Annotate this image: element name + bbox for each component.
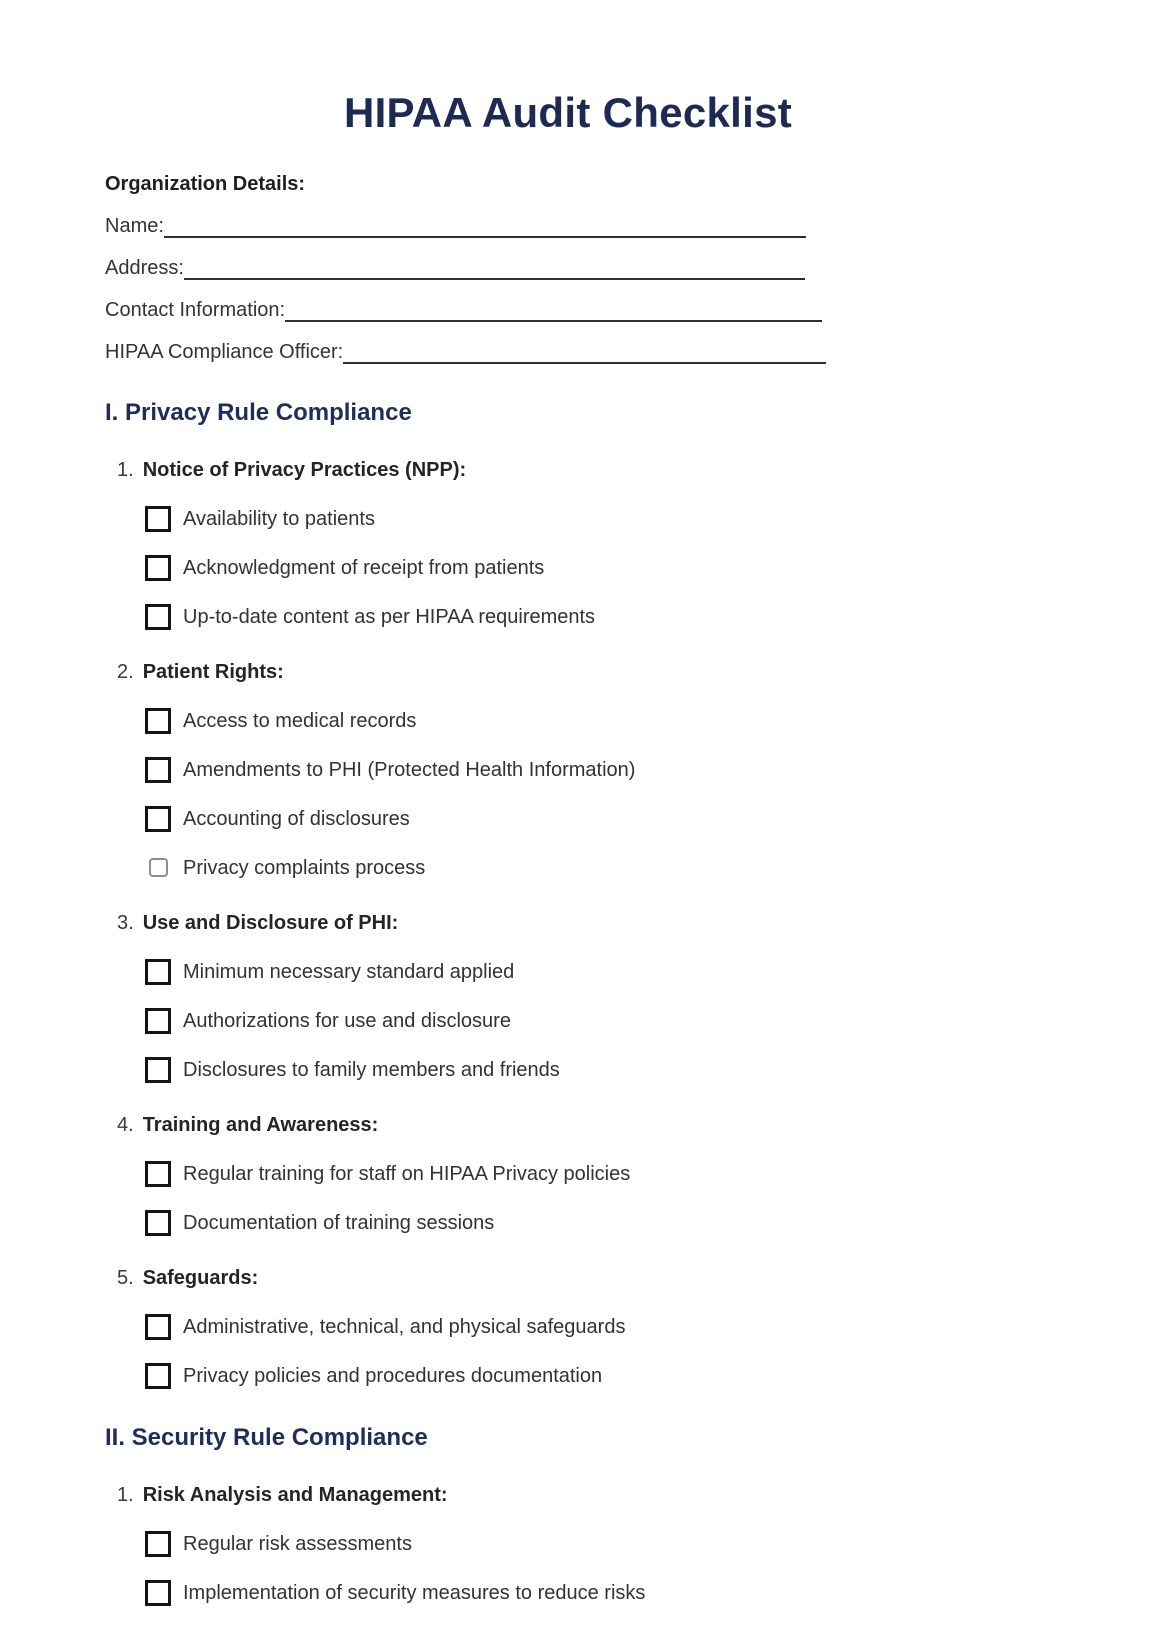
subsection-safeguards	[117, 1266, 1031, 1291]
subsection-title: Use and Disclosure of PHI:	[142, 912, 399, 935]
checkbox[interactable]	[145, 1314, 171, 1340]
subsection-number: 1.	[117, 1484, 134, 1507]
checklist-item-label: Disclosures to family members and friends	[183, 1058, 560, 1081]
checklist-item-label: Privacy complaints process	[183, 856, 426, 879]
subsection-title: Safeguards:	[142, 1267, 259, 1290]
subsection-number: 5.	[117, 1267, 134, 1290]
org-details-heading: Organization Details:	[105, 173, 306, 196]
checkbox[interactable]	[145, 1008, 171, 1034]
checklist-item	[145, 707, 1031, 734]
checklist-item-label: Regular risk assessments	[183, 1532, 412, 1555]
field-label: Contact Information:	[105, 299, 286, 322]
subsection-title: Risk Analysis and Management:	[142, 1484, 448, 1507]
compliance-officer-input-line[interactable]	[343, 341, 826, 364]
checklist-item-label: Availability to patients	[183, 507, 375, 530]
subsection-number: 2.	[117, 661, 134, 684]
checkbox[interactable]	[145, 806, 171, 832]
subsection-training-awareness	[117, 1113, 1031, 1138]
checkbox[interactable]	[145, 708, 171, 734]
checklist-item	[145, 756, 1031, 783]
checklist-item-label: Accounting of disclosures	[183, 807, 410, 830]
address-input-line[interactable]	[184, 257, 805, 280]
checkbox[interactable]	[145, 959, 171, 985]
checklist-item	[145, 603, 1031, 630]
checklist-item	[145, 1313, 1031, 1340]
name-input-line[interactable]	[164, 215, 806, 238]
checkbox[interactable]	[145, 1531, 171, 1557]
checklist-item-label: Amendments to PHI (Protected Health Information)	[183, 758, 636, 781]
checklist-item	[145, 1362, 1031, 1389]
checklist-item-label: Regular training for staff on HIPAA Privacy policies	[183, 1162, 631, 1185]
checkbox[interactable]	[145, 1580, 171, 1606]
field-row-name	[105, 215, 806, 238]
checklist-item	[145, 1579, 1031, 1606]
checklist-item-label: Authorizations for use and disclosure	[183, 1009, 511, 1032]
subsection-number: 3.	[117, 912, 134, 935]
checklist-item	[145, 554, 1031, 581]
checkbox[interactable]	[145, 1057, 171, 1083]
section-heading-security-rule: II. Security Rule Compliance	[105, 1424, 428, 1452]
checklist-item-label: Access to medical records	[183, 709, 417, 732]
checklist-item-label: Privacy policies and procedures documentation	[183, 1364, 603, 1387]
checklist-item-label: Up-to-date content as per HIPAA requirements	[183, 605, 596, 628]
checklist-item	[145, 1160, 1031, 1187]
checklist-item	[145, 854, 1031, 881]
subsection-risk-analysis	[117, 1483, 1031, 1508]
checkbox[interactable]	[145, 506, 171, 532]
field-label: HIPAA Compliance Officer:	[105, 341, 344, 364]
contact-information-input-line[interactable]	[285, 299, 822, 322]
checkbox[interactable]	[145, 555, 171, 581]
document-title: HIPAA Audit Checklist	[343, 89, 793, 136]
checklist-item	[145, 958, 1031, 985]
checklist-item	[145, 1007, 1031, 1034]
checklist-item	[145, 1056, 1031, 1083]
field-label: Address:	[105, 257, 184, 280]
subsection-title: Patient Rights:	[142, 661, 284, 684]
checklist-item-label: Administrative, technical, and physical safeguards	[183, 1315, 626, 1338]
subsection-number: 4.	[117, 1114, 134, 1137]
subsection-patient-rights	[117, 660, 1031, 685]
field-row-compliance-officer	[105, 341, 826, 364]
section-heading-privacy-rule: I. Privacy Rule Compliance	[105, 399, 412, 427]
checklist-item	[145, 1209, 1031, 1236]
subsection-number: 1.	[117, 459, 134, 482]
checkbox[interactable]	[145, 757, 171, 783]
subsection-title: Training and Awareness:	[142, 1114, 379, 1137]
checklist-item	[145, 805, 1031, 832]
checkbox[interactable]	[145, 1161, 171, 1187]
checkbox[interactable]	[145, 1363, 171, 1389]
checklist-item-label: Implementation of security measures to reduce risks	[183, 1581, 646, 1604]
checklist-item-label: Minimum necessary standard applied	[183, 960, 515, 983]
field-row-address	[105, 257, 805, 280]
subsection-notice-of-privacy-practices	[117, 458, 1031, 483]
field-label: Name:	[105, 215, 164, 238]
checkbox[interactable]	[145, 604, 171, 630]
checklist-item-label: Documentation of training sessions	[183, 1211, 495, 1234]
checkbox[interactable]	[149, 858, 168, 877]
checklist-item-label: Acknowledgment of receipt from patients	[183, 556, 545, 579]
subsection-use-and-disclosure	[117, 911, 1031, 936]
subsection-title: Notice of Privacy Practices (NPP):	[142, 459, 467, 482]
checklist-item	[145, 1530, 1031, 1557]
checklist-item	[145, 505, 1031, 532]
field-row-contact-information	[105, 299, 822, 322]
checkbox[interactable]	[145, 1210, 171, 1236]
